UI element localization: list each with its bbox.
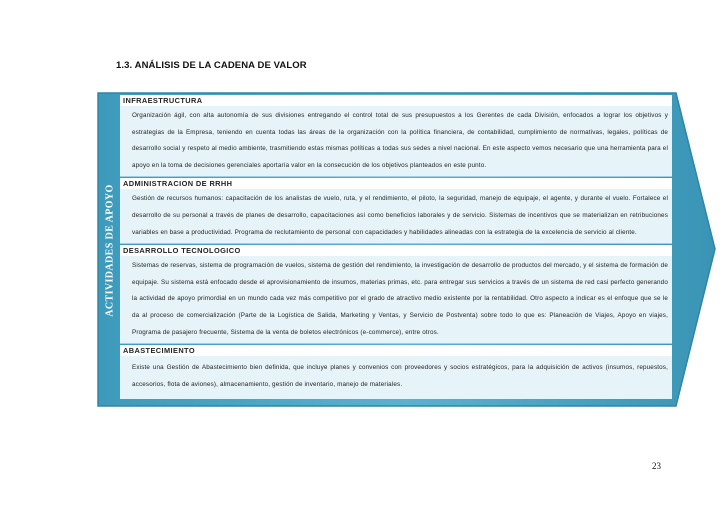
section-infraestructura [120, 95, 672, 176]
support-activities [120, 94, 672, 399]
section-title: INFRAESTRUCTURA [120, 95, 672, 106]
divider [120, 243, 672, 244]
section-body: Organización ágil, con alta autonomía de sus divisiones entregando el control total de sus presupuestos a los Gerentes de cada División, enfocados a lograr los objetivos y estrategias de la Empresa, teniendo en cuenta todas las áreas de la organización con la política financiera, de contabilidad, cumplimiento de normativas, legales, políticas de desarrollo social y respeto al medio ambiente, trasmitiendo estas mismas políticas a todas sus sedes a nivel nacional. En este aspecto vemos necesario que una herramienta para el apoyo en la toma de decisiones gerenciales aportaría valor en la consecución de los objetivos planteados en este punto. [120, 106, 672, 176]
section-body: Sistemas de reservas, sistema de programación de vuelos, sistema de gestión del rendimiento, la investigación de desarrollo de productos del mercado, y el sistema de formación de equipaje. Su sistema está enfocado desde el aprovisionamiento de insumos, materias primas, etc. para entregar sus servicios a través de un sistema de red casi perfecto generando la actividad de apoyo primordial en un mundo cada vez más competitivo por el grado de atractivo medio existente por la rentabilidad. Otro aspecto a indicar es el enfoque que se le da al proceso de comercialización (Parte de la Logística de Salida, Marketing y Ventas, y Servicio de Postventa) sobre todo lo que es: Planeación de Viajes, Apoyo en viajes, Programa de pasajero frecuente, Sistema de la venta de boletos electrónicos (e-commerce), entre otros. [120, 256, 672, 343]
section-desarrollo-tecnologico [120, 245, 672, 343]
section-title: ABASTECIMIENTO [120, 345, 672, 356]
section-body: Existe una Gestión de Abastecimiento bien definida, que incluye planes y convenios con proveedores y socios estratégicos, para la adquisición de activos (insumos, repuestos, accesorios, flota de aviones), almacenamiento, gestión de inventario, manejo de materiales. [120, 356, 672, 399]
section-abastecimiento [120, 345, 672, 399]
divider [120, 343, 672, 344]
page-heading: 1.3. ANÁLISIS DE LA CADENA DE VALOR [116, 60, 307, 71]
section-title: ADMINISTRACION DE RRHH [120, 178, 672, 189]
side-label: ACTIVIDADES DE APOYO [104, 183, 116, 317]
section-rrhh [120, 178, 672, 243]
section-title: DESARROLLO TECNOLOGICO [120, 245, 672, 256]
page-number: 23 [652, 461, 661, 471]
section-body: Gestión de recursos humanos: capacitación de los analistas de vuelo, ruta, y el rendimiento, el piloto, la seguridad, manejo de equipaje, el agente, y durante el vuelo. Fortalece el desarrollo de su personal a través de planes de desarrollo, capacitaciones así como beneficios laborales y de servicio. Sistemas de incentivos que se materializan en retribuciones variables en base a productividad. Programa de reclutamiento de personal con capacidades y habilidades alineadas con la estrategia de la excelencia de servicio al cliente. [120, 189, 672, 243]
divider [120, 176, 672, 177]
